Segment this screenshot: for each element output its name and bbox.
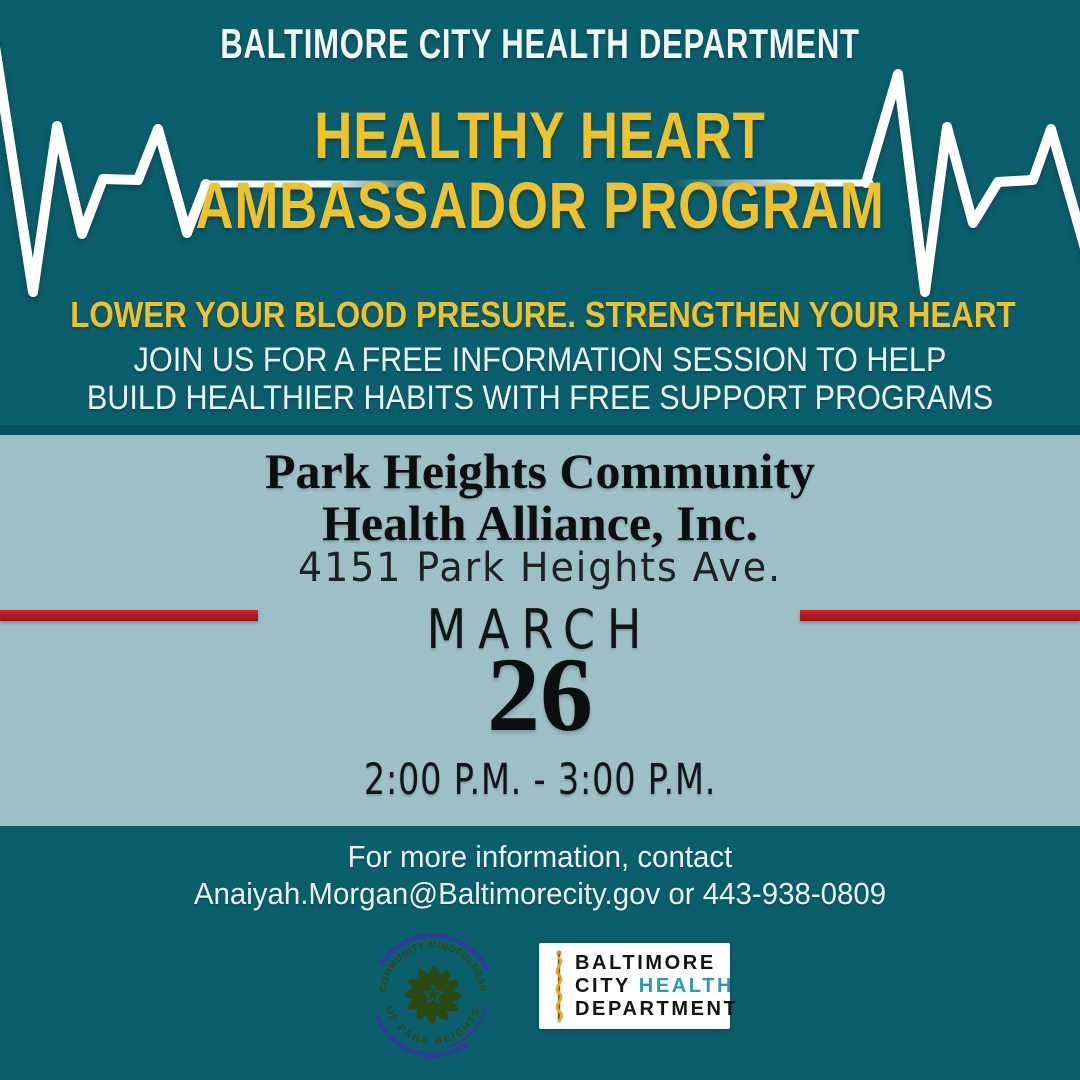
pinwheel-icon	[404, 966, 462, 1024]
community-logo-arc-bottom-text: UP PARK HEIGHTS	[382, 1005, 484, 1048]
department-title: BALTIMORE CITY HEALTH DEPARTMENT	[220, 20, 860, 67]
bchd-line3: DEPARTMENT	[575, 998, 739, 1020]
info-text-line1: JOIN US FOR A FREE INFORMATION SESSION TO HELP	[133, 341, 947, 379]
program-title-line1: HEALTHY HEART	[314, 98, 766, 172]
info-text	[54, 341, 1026, 417]
program-title	[0, 100, 1080, 240]
footer-section	[0, 826, 1080, 1080]
bchd-line2	[575, 975, 738, 998]
venue-address: 4151 Park Heights Ave.	[298, 545, 782, 591]
bchd-logo	[539, 943, 739, 1029]
bchd-logo-text	[575, 952, 738, 1021]
event-day: 26	[487, 636, 593, 753]
venue-name	[0, 445, 1080, 549]
venue-name-line1: Park Heights Community	[265, 443, 815, 499]
event-details-section	[0, 435, 1080, 826]
contact-intro: For more information, contact	[347, 839, 733, 874]
bchd-line2-city: CITY	[575, 975, 631, 997]
header-section	[0, 0, 1080, 425]
community-logo-arc-top-text: COMMUNITY MINDFULNESS	[377, 939, 488, 993]
rod-of-asclepius-icon	[545, 948, 573, 1026]
bchd-line1: BALTIMORE	[575, 952, 716, 974]
tagline: LOWER YOUR BLOOD PRESURE. STRENGTHEN YOUR HEART	[70, 294, 1016, 335]
program-title-line2: AMBASSADOR PROGRAM	[195, 168, 885, 242]
info-text-line2: BUILD HEALTHIER HABITS WITH FREE SUPPORT PROGRAMS	[86, 379, 994, 417]
section-divider	[0, 425, 1080, 435]
event-time: 2:00 P.M. - 3:00 P.M.	[363, 755, 717, 805]
contact-info	[27, 838, 1053, 912]
event-month: MARCH	[426, 598, 654, 661]
contact-details: Anaiyah.Morgan@Baltimorecity.gov or 443-938-0809	[193, 876, 887, 911]
bchd-line2-health: HEALTH	[638, 975, 735, 997]
venue-name-line2: Health Alliance, Inc.	[321, 495, 759, 551]
community-mindfulness-logo	[366, 928, 500, 1062]
